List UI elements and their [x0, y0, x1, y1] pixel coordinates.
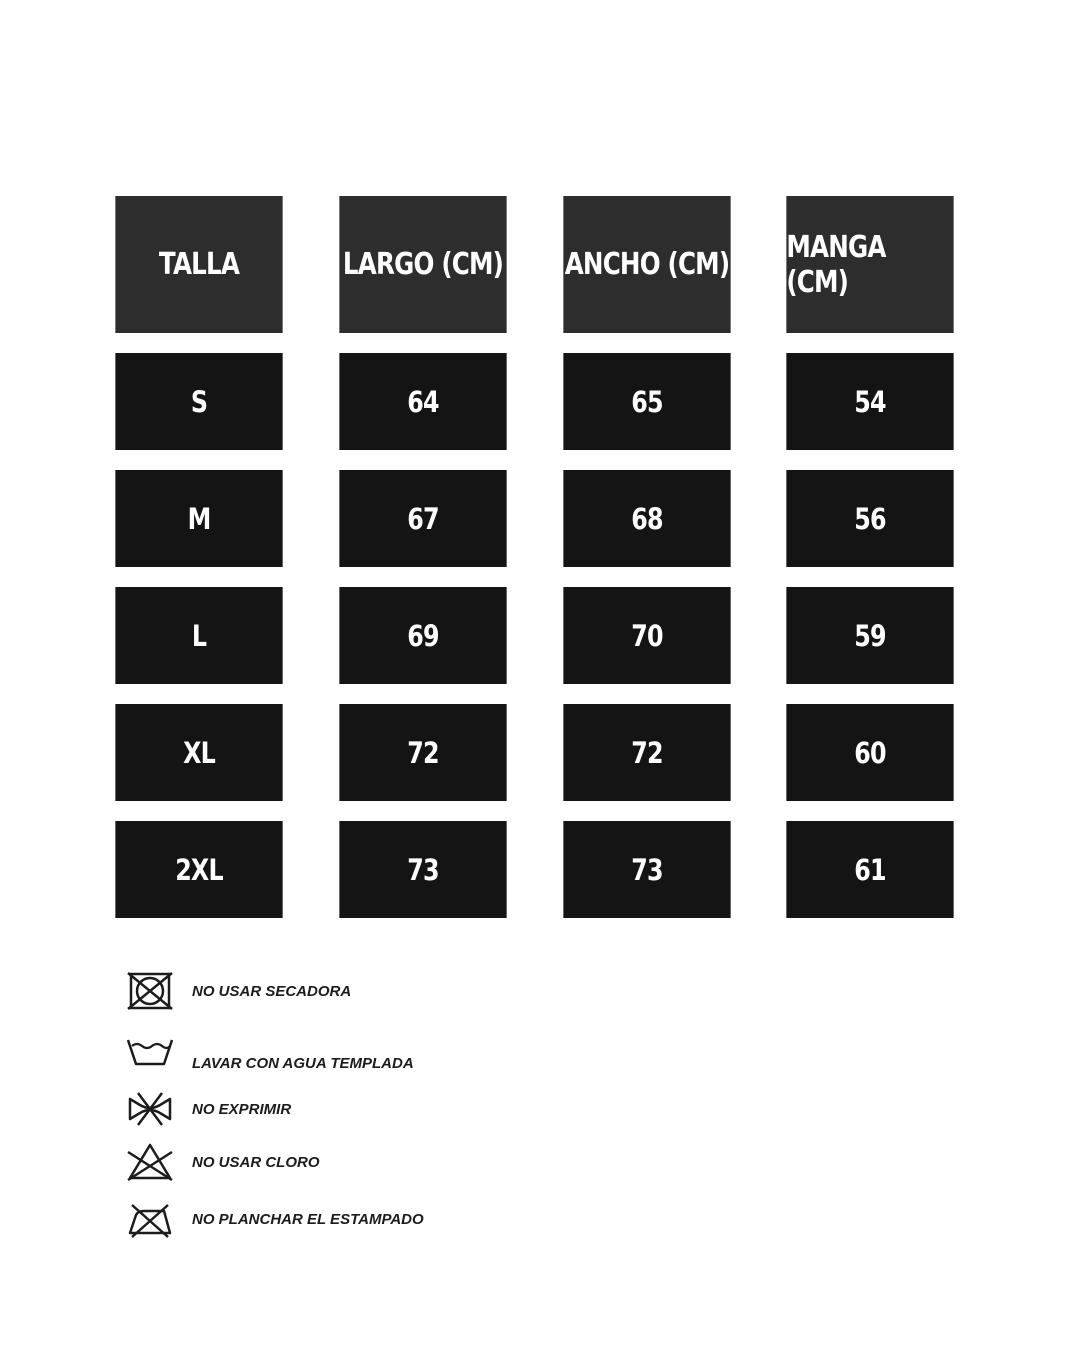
table-cell: 72 [563, 704, 730, 801]
table-cell: 54 [786, 353, 953, 450]
header-label: ANCHO (CM) [564, 247, 730, 282]
table-cell: 73 [563, 821, 730, 918]
no-bleach-icon [126, 1142, 174, 1182]
table-cell: 61 [786, 821, 953, 918]
table-cell: 72 [339, 704, 506, 801]
table-cell: 2XL [115, 821, 282, 918]
no-tumble-dry-icon [126, 971, 174, 1011]
table-cell: 59 [786, 587, 953, 684]
header-label: TALLA [158, 247, 240, 282]
care-label: NO EXPRIMIR [192, 1100, 292, 1118]
no-iron-icon [126, 1199, 174, 1239]
table-cell: 70 [563, 587, 730, 684]
header-label: MANGA (CM) [786, 229, 886, 300]
table-cell: 68 [563, 470, 730, 567]
no-wring-icon [126, 1089, 174, 1129]
table-cell: M [115, 470, 282, 567]
care-item [126, 1089, 291, 1129]
care-label: NO PLANCHAR EL ESTAMPADO [192, 1210, 424, 1228]
table-cell: 56 [786, 470, 953, 567]
header-ancho [563, 196, 730, 333]
wash-warm-icon [126, 1034, 174, 1074]
header-largo [339, 196, 506, 333]
table-cell: S [115, 353, 282, 450]
table-cell: 64 [339, 353, 506, 450]
header-manga [786, 196, 953, 333]
table-cell: XL [115, 704, 282, 801]
table-cell: 73 [339, 821, 506, 918]
table-cell: L [115, 587, 282, 684]
care-item [126, 971, 351, 1011]
header-talla [115, 196, 282, 333]
care-item [126, 1034, 414, 1074]
table-cell: 60 [786, 704, 953, 801]
care-label: NO USAR CLORO [192, 1153, 320, 1171]
care-label: NO USAR SECADORA [192, 982, 352, 1000]
table-cell: 67 [339, 470, 506, 567]
care-item [126, 1142, 320, 1182]
care-item [126, 1199, 424, 1239]
table-cell: 65 [563, 353, 730, 450]
care-label: LAVAR CON AGUA TEMPLADA [192, 1054, 414, 1072]
header-label: LARGO (CM) [342, 247, 504, 282]
table-cell: 69 [339, 587, 506, 684]
